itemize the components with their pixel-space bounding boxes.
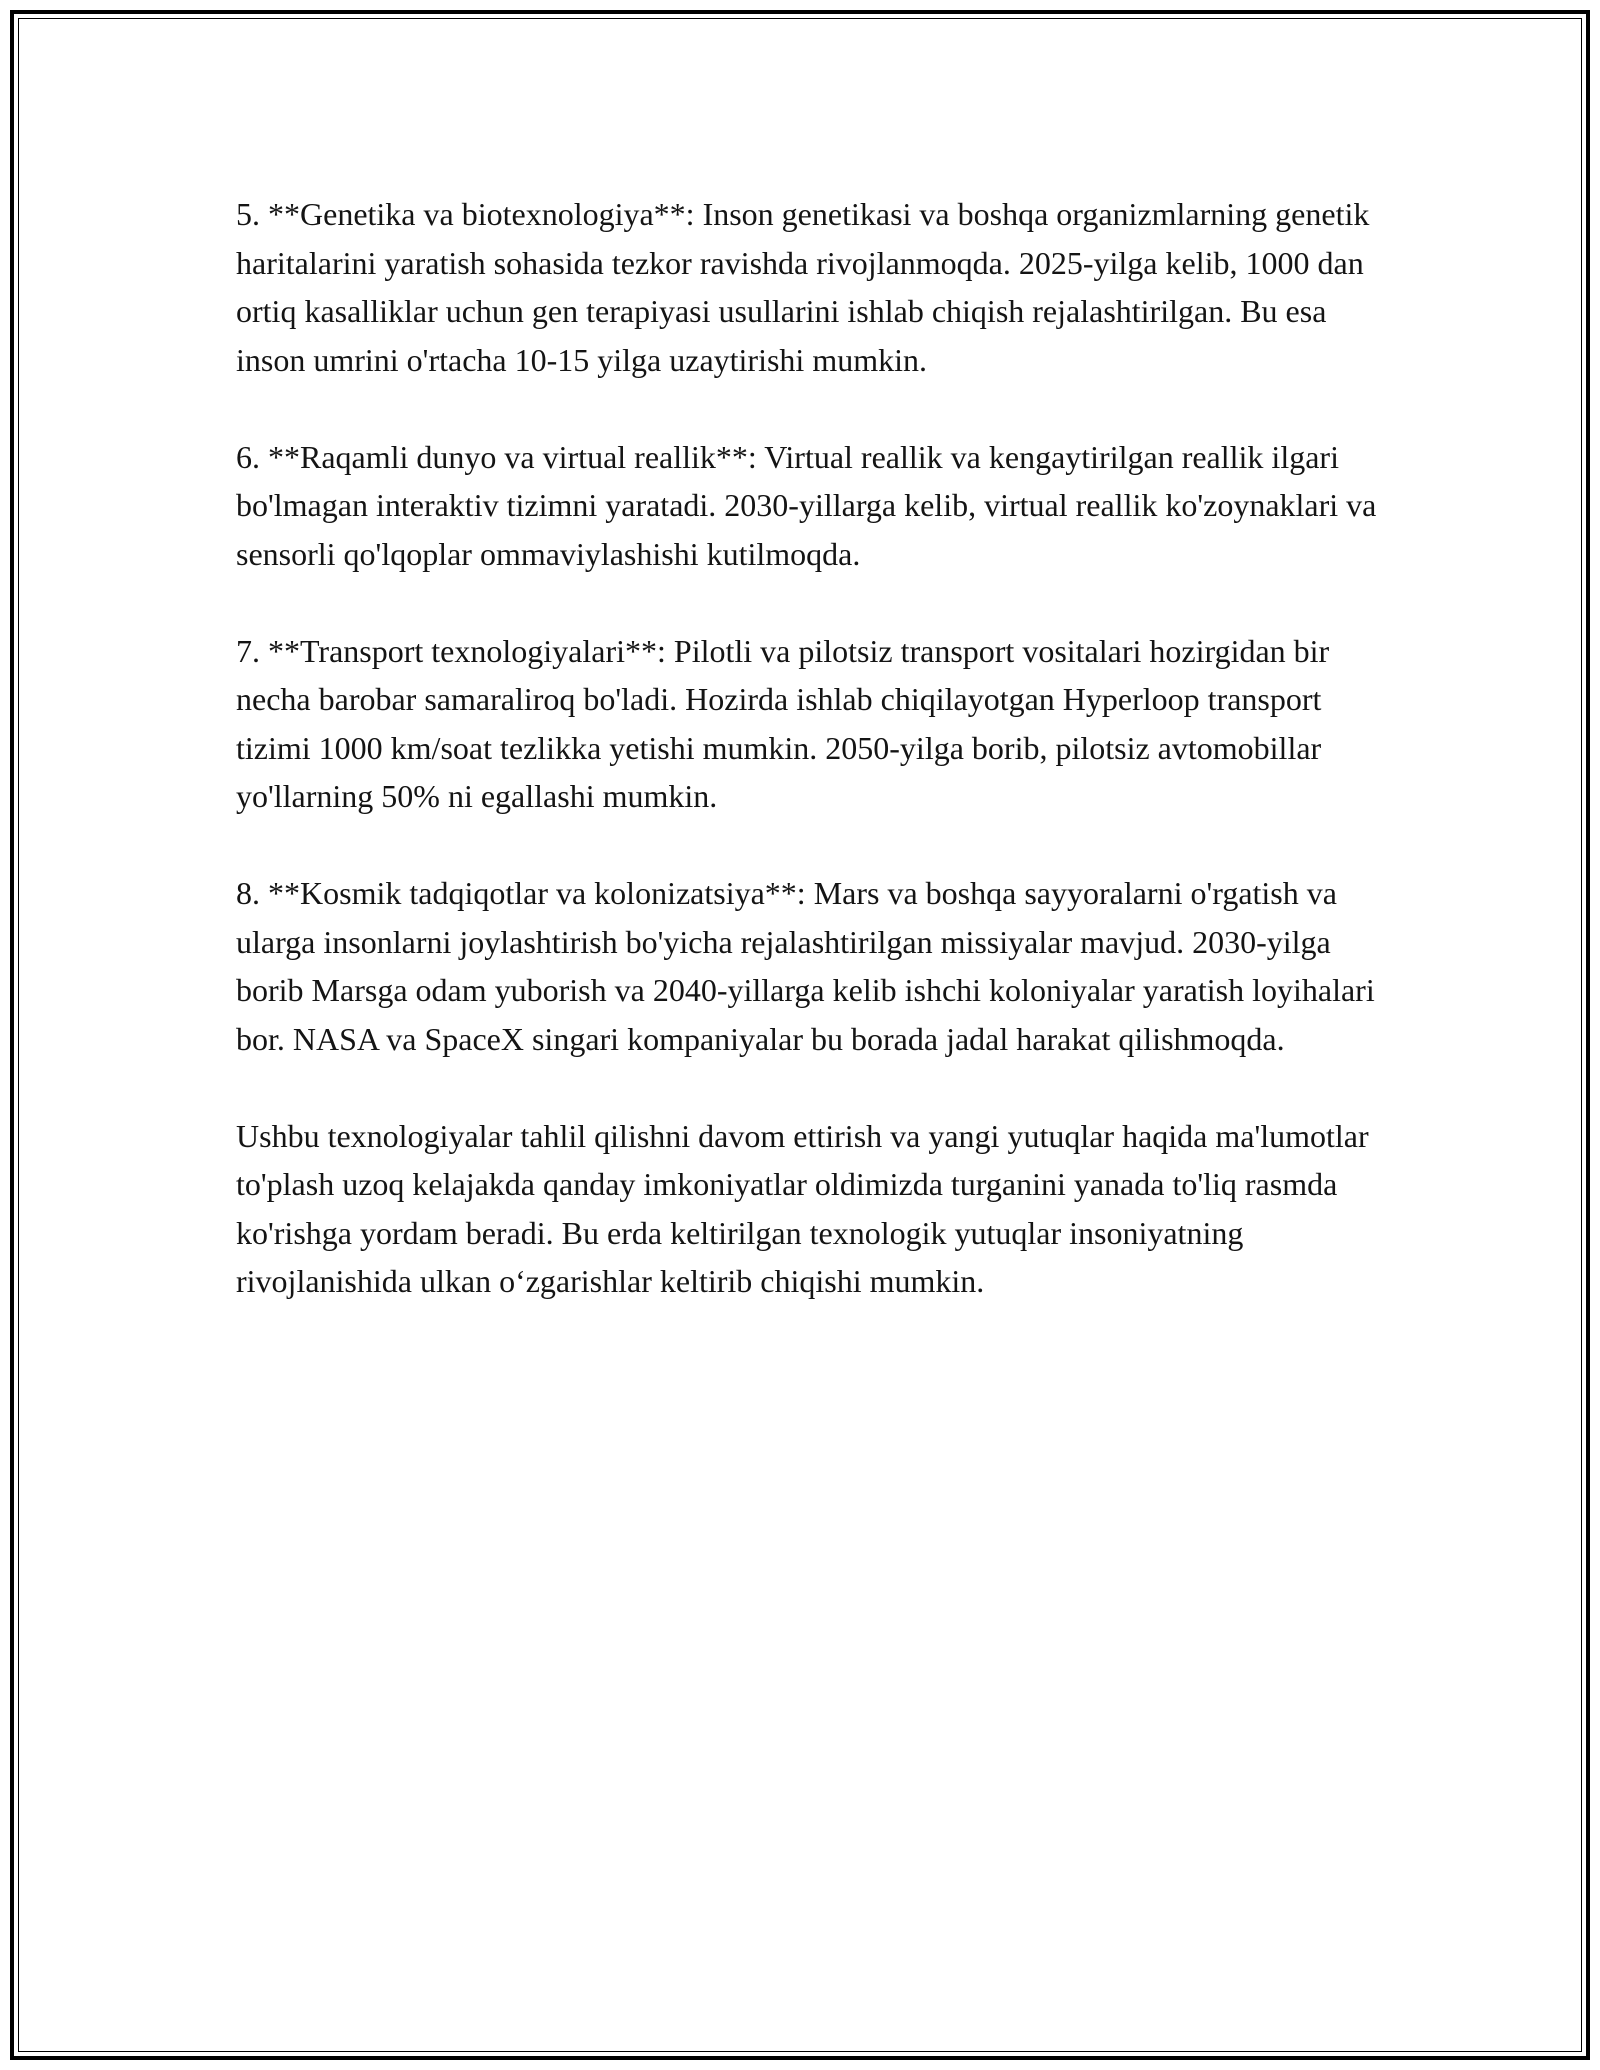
paragraph-space-exploration: 8. **Kosmik tadqiqotlar va kolonizatsiya**: Mars va boshqa sayyoralarni o'rgatish va ularga insonlarni joylashtirish bo'yicha rejalashtirilgan missiyalar mavjud. 2030-yilga borib Marsga odam yuborish va 2040-yillarga kelib ishchi koloniyalar yaratish loyihalari bor. NASA va SpaceX singari kompaniyalar bu borada jadal harakat qilishmoqda. [236, 875, 1375, 1057]
paragraph-transport: 7. **Transport texnologiyalari**: Pilotli va pilotsiz transport vositalari hozirgidan bir necha barobar samaraliroq bo'ladi. Hozirda ishlab chiqilayotgan Hyperloop transport tizimi 1000 km/soat tezlikka yetishi mumkin. 2050-yilga borib, pilotsiz avtomobillar yo'llarning 50% ni egallashi mumkin. [236, 632, 1330, 814]
paragraph-conclusion: Ushbu texnologiyalar tahlil qilishni davom ettirish va yangi yutuqlar haqida ma'lumotlar to'plash uzoq kelajakda qanday imkoniyatlar oldimizda turganini yanada to'liq rasmda ko'rishga yordam beradi. Bu erda keltirilgan texnologik yutuqlar insoniyatning rivojlanishida ulkan o‘zgarishlar keltirib chiqishi mumkin. [236, 1117, 1369, 1299]
paragraph-virtual-reality: 6. **Raqamli dunyo va virtual reallik**: Virtual reallik va kengaytirilgan reallik ilgari bo'lmagan interaktiv tizimni yaratadi. 2030-yillarga kelib, virtual reallik ko'zoynaklari va sensorli qo'lqoplar ommaviylashishi kutilmoqda. [236, 438, 1377, 572]
document-body [236, 190, 1386, 1354]
paragraph-genetics: 5. **Genetika va biotexnologiya**: Inson genetikasi va boshqa organizmlarning genetik haritalarini yaratish sohasida tezkor ravishda rivojlanmoqda. 2025-yilga kelib, 1000 dan ortiq kasalliklar uchun gen terapiyasi usullarini ishlab chiqish rejalashtirilgan. Bu esa inson umrini o'rtacha 10-15 yilga uzaytirishi mumkin. [236, 196, 1370, 378]
